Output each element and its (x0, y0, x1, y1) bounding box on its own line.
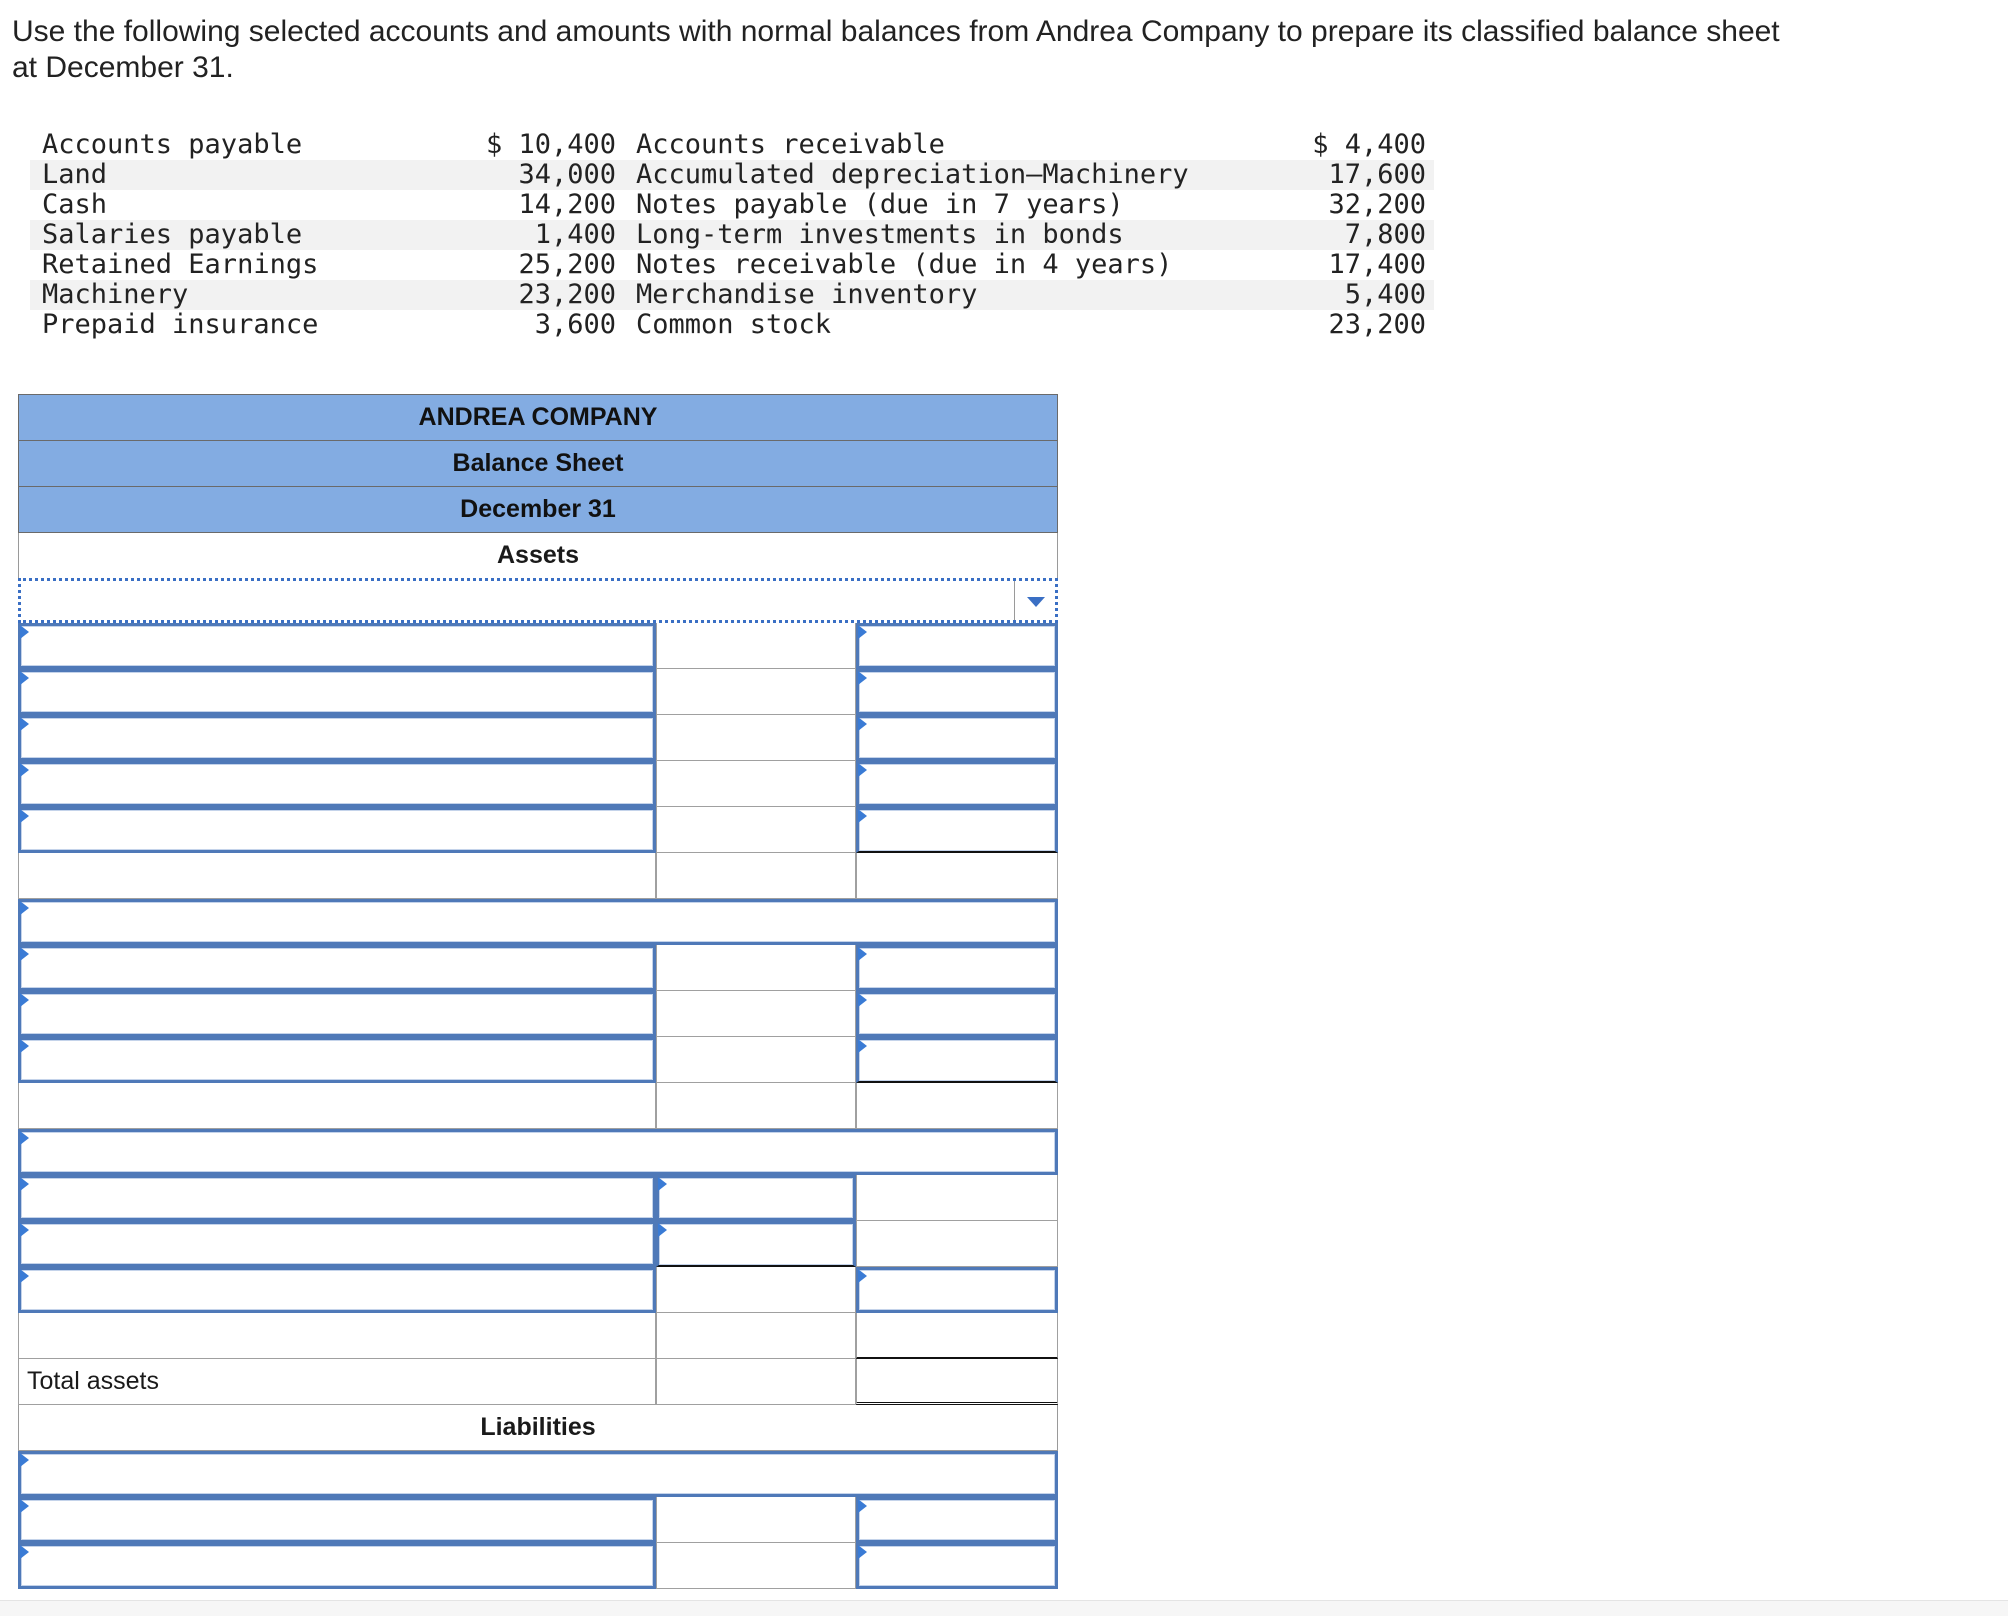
amount-input[interactable] (856, 1543, 1058, 1589)
amount-input[interactable] (856, 1497, 1058, 1543)
amount-input[interactable] (656, 1175, 856, 1221)
account-select[interactable] (18, 1175, 656, 1221)
account-select[interactable] (18, 1037, 656, 1083)
blank-cell (856, 1083, 1058, 1129)
subtotal-cell (856, 1313, 1058, 1359)
account-select[interactable] (18, 1221, 656, 1267)
amount-input[interactable] (856, 807, 1058, 853)
account-amount: 7,800 (1344, 219, 1426, 250)
blank-cell (656, 1359, 856, 1405)
account-select[interactable] (18, 669, 656, 715)
blank-cell (656, 623, 856, 669)
section-header-row (18, 1451, 1058, 1497)
entry-row (18, 991, 1058, 1037)
account-row (30, 190, 1434, 220)
account-name: Cash (42, 189, 108, 220)
blank-cell (856, 1175, 1058, 1221)
account-name: Salaries payable (42, 219, 303, 250)
dropdown-arrow-icon[interactable] (1014, 581, 1055, 620)
entry-row (18, 945, 1058, 991)
blank-cell (656, 1543, 856, 1589)
amount-input[interactable] (856, 1267, 1058, 1313)
account-name: Common stock (636, 309, 832, 340)
account-name: Accumulated depreciation—Machinery (636, 159, 1189, 190)
section-header-row (18, 1129, 1058, 1175)
blank-cell (18, 1083, 656, 1129)
amount-input[interactable] (856, 1037, 1058, 1083)
account-row (30, 130, 1434, 160)
blank-cell (656, 1083, 856, 1129)
blank-cell (856, 853, 1058, 899)
entry-row (18, 807, 1058, 853)
statement-title: Balance Sheet (18, 441, 1058, 487)
account-select[interactable] (18, 991, 656, 1037)
account-select[interactable] (18, 715, 656, 761)
account-amount: 17,400 (1328, 249, 1426, 280)
prompt-line-2: at December 31. (12, 51, 234, 84)
account-amount: 32,200 (1328, 189, 1426, 220)
account-select[interactable] (18, 945, 656, 991)
subtotal-row (18, 853, 1058, 899)
entry-row (18, 1267, 1058, 1313)
entry-row (18, 1497, 1058, 1543)
asset-category-dropdown[interactable] (18, 578, 1058, 623)
total-assets-cell (856, 1359, 1058, 1405)
balance-sheet-form (18, 394, 1058, 1589)
blank-cell (656, 1037, 856, 1083)
prompt-line-1: Use the following selected accounts and amounts with normal balances from Andrea Company to prepare its classified balance sheet (12, 15, 1780, 48)
account-name: Machinery (42, 279, 189, 310)
entry-row (18, 623, 1058, 669)
blank-cell (656, 1313, 856, 1359)
subtotal-row (18, 1083, 1058, 1129)
problem-prompt (12, 14, 1972, 86)
bottom-divider (0, 1600, 2008, 1616)
blank-cell (656, 853, 856, 899)
account-row (30, 250, 1434, 280)
account-amount: 23,200 (518, 279, 616, 310)
section-header-select[interactable] (18, 1129, 1058, 1175)
account-amount: 14,200 (518, 189, 616, 220)
account-select[interactable] (18, 1267, 656, 1313)
account-name: Prepaid insurance (42, 309, 319, 340)
account-select[interactable] (18, 761, 656, 807)
section-header-select[interactable] (18, 1451, 1058, 1497)
blank-cell (18, 853, 656, 899)
entry-row (18, 1037, 1058, 1083)
blank-cell (656, 715, 856, 761)
blank-cell (656, 991, 856, 1037)
account-name: Accounts payable (42, 129, 303, 160)
account-amount: 17,600 (1328, 159, 1426, 190)
blank-cell (656, 669, 856, 715)
account-amount: 5,400 (1344, 279, 1426, 310)
entry-row (18, 1543, 1058, 1589)
account-name: Long-term investments in bonds (636, 219, 1124, 250)
account-amount: 1,400 (534, 219, 616, 250)
amount-input[interactable] (856, 623, 1058, 669)
account-amount: 25,200 (518, 249, 616, 280)
total-assets-row (18, 1359, 1058, 1405)
assets-heading: Assets (18, 533, 1058, 578)
account-row (30, 280, 1434, 310)
blank-cell (656, 1267, 856, 1313)
entry-row (18, 1221, 1058, 1267)
account-amount: 34,000 (518, 159, 616, 190)
total-assets-label: Total assets (18, 1359, 656, 1405)
blank-cell (656, 945, 856, 991)
amount-input[interactable] (856, 761, 1058, 807)
subtotal-row (18, 1313, 1058, 1359)
account-row (30, 160, 1434, 190)
account-name: Accounts receivable (636, 129, 945, 160)
account-name: Notes receivable (due in 4 years) (636, 249, 1173, 280)
account-name: Merchandise inventory (636, 279, 978, 310)
blank-cell (856, 1221, 1058, 1267)
amount-input[interactable] (656, 1221, 856, 1267)
account-name: Land (42, 159, 108, 190)
account-amount: $ 4,400 (1312, 129, 1426, 160)
account-amount: $ 10,400 (485, 129, 616, 160)
account-name: Retained Earnings (42, 249, 319, 280)
account-select[interactable] (18, 1543, 656, 1589)
account-amount: 23,200 (1328, 309, 1426, 340)
blank-cell (656, 1497, 856, 1543)
amount-input[interactable] (856, 945, 1058, 991)
statement-date: December 31 (18, 487, 1058, 533)
account-amount: 3,600 (534, 309, 616, 340)
entry-row (18, 761, 1058, 807)
liabilities-heading: Liabilities (18, 1405, 1058, 1451)
blank-cell (656, 761, 856, 807)
entry-row (18, 715, 1058, 761)
section-header-select[interactable] (18, 899, 1058, 945)
blank-cell (656, 807, 856, 853)
entry-row (18, 1175, 1058, 1221)
amount-input[interactable] (856, 715, 1058, 761)
account-name: Notes payable (due in 7 years) (636, 189, 1124, 220)
section-header-row (18, 899, 1058, 945)
amount-input[interactable] (856, 991, 1058, 1037)
account-select[interactable] (18, 807, 656, 853)
accounts-list (30, 130, 1434, 340)
account-row (30, 310, 1434, 340)
amount-input[interactable] (856, 669, 1058, 715)
entry-row (18, 669, 1058, 715)
account-select[interactable] (18, 1497, 656, 1543)
blank-cell (18, 1313, 656, 1359)
account-select[interactable] (18, 623, 656, 669)
company-name: ANDREA COMPANY (18, 394, 1058, 441)
account-row (30, 220, 1434, 250)
